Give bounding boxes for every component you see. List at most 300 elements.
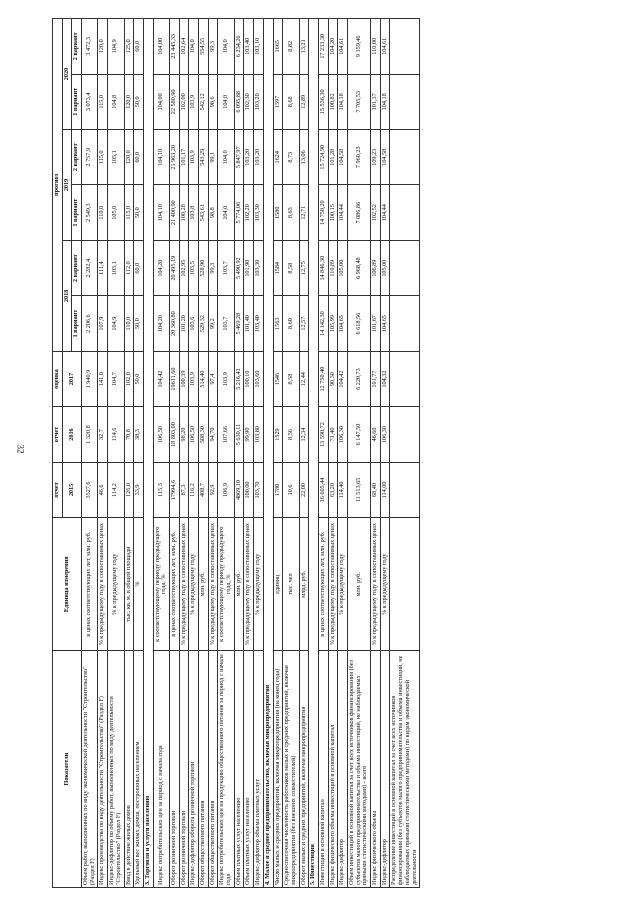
unit-cell: тыс. кв. м. в общей площади bbox=[124, 518, 134, 651]
value-cell bbox=[390, 462, 420, 517]
value-cell: 102,00 bbox=[179, 74, 189, 129]
value-cell: 104,20 bbox=[328, 19, 338, 75]
value-cell: 100,82 bbox=[328, 74, 338, 129]
value-cell: 12,34 bbox=[299, 407, 309, 462]
indicator-cell: Индекс потребительских цен за период с начала года bbox=[153, 651, 169, 888]
table-row bbox=[283, 19, 299, 888]
value-cell: 87,3 bbox=[179, 462, 189, 517]
value-cell: 104,0 bbox=[218, 130, 234, 185]
value-cell: 90,30 bbox=[328, 351, 338, 406]
header-forecast: прогноз bbox=[53, 19, 63, 352]
value-cell: 107,9 bbox=[98, 296, 108, 351]
unit-cell: к соответствующему периоду предыдущего года, % bbox=[153, 518, 169, 651]
forecast-table bbox=[52, 18, 420, 888]
unit-cell: % к предыдущему году bbox=[254, 518, 264, 651]
value-cell: 114,40 bbox=[338, 462, 348, 517]
value-cell: 102,52 bbox=[371, 185, 381, 240]
indicator-cell: Распределение инвестиций в основной капитал за счет всех источников финансирования (без субъектов малого предпринимательства и объема инвестиций, не наблюдаемых прямыми статистическими методами) по видам экономической деятельности bbox=[390, 651, 420, 888]
header-variant-1: 1 вариант bbox=[72, 185, 82, 240]
value-cell: 104,61 bbox=[380, 19, 390, 75]
value-cell: 18 803,00 bbox=[169, 407, 179, 462]
unit-cell: % bbox=[134, 518, 144, 651]
value-cell: 103,30 bbox=[254, 185, 264, 240]
section-title: 3. Торговля и услуги населению bbox=[143, 19, 153, 888]
indicator-cell: Индекс потребительских цен на продукцию общественного питания за период с начала года bbox=[218, 651, 234, 888]
value-cell: 103,7 bbox=[218, 240, 234, 295]
value-cell: 109,23 bbox=[371, 130, 381, 185]
value-cell: 1 320,8 bbox=[82, 407, 98, 462]
value-cell: 38,3 bbox=[134, 407, 144, 462]
value-cell: 110,89 bbox=[328, 240, 338, 295]
value-cell: 1624 bbox=[273, 130, 283, 185]
value-cell: 50,0 bbox=[134, 351, 144, 406]
value-cell: 101,90 bbox=[244, 240, 254, 295]
section-title: 5. Инвестиции bbox=[309, 19, 319, 888]
table-row bbox=[234, 19, 244, 888]
value-cell: 70,8 bbox=[124, 407, 134, 462]
value-cell: 104,58 bbox=[338, 130, 348, 185]
value-cell: 529,32 bbox=[199, 296, 209, 351]
value-cell: 103,40 bbox=[254, 296, 264, 351]
value-cell: 102,30 bbox=[244, 74, 254, 129]
value-cell: 103,20 bbox=[244, 130, 254, 185]
value-cell: 110,0 bbox=[124, 296, 134, 351]
value-cell: 63,20 bbox=[328, 462, 338, 517]
value-cell: 543,61 bbox=[199, 185, 209, 240]
value-cell bbox=[390, 407, 420, 462]
value-cell: 6 968,48 bbox=[348, 240, 371, 295]
unit-cell: % к предыдущему году в сопоставимых ценах bbox=[98, 518, 108, 651]
value-cell: 100,28 bbox=[179, 185, 189, 240]
value-cell: 2 757,9 bbox=[82, 130, 98, 185]
value-cell: 8,58 bbox=[283, 240, 299, 295]
rotated-page bbox=[52, 18, 622, 888]
value-cell: 115,0 bbox=[98, 74, 108, 129]
value-cell: 1665 bbox=[273, 19, 283, 75]
value-cell: 12,71 bbox=[299, 185, 309, 240]
value-cell: 2 206,6 bbox=[82, 296, 98, 351]
value-cell bbox=[390, 19, 420, 75]
value-cell: 141,0 bbox=[98, 351, 108, 406]
value-cell: 103,1 bbox=[108, 240, 124, 295]
value-cell: 8,82 bbox=[283, 19, 299, 75]
value-cell: 105,99 bbox=[328, 296, 338, 351]
unit-cell: % к предыдущему году в сопоставимых ценах bbox=[208, 518, 218, 651]
value-cell: 1780 bbox=[273, 462, 283, 517]
value-cell bbox=[390, 351, 420, 406]
value-cell: 6 147,50 bbox=[348, 407, 371, 462]
table-header bbox=[53, 19, 82, 888]
value-cell: 112,0 bbox=[124, 240, 134, 295]
section-row bbox=[309, 19, 319, 888]
value-cell: 60,0 bbox=[134, 240, 144, 295]
value-cell bbox=[390, 74, 420, 129]
value-cell: 6 095,88 bbox=[234, 74, 244, 129]
section-title: 4. Малое и среднее предпринимательство, включая микропредприятия bbox=[263, 19, 273, 888]
table-row bbox=[189, 19, 199, 888]
value-cell: 104,0 bbox=[218, 185, 234, 240]
value-cell: 103,9 bbox=[189, 130, 199, 185]
value-cell: 11 513,65 bbox=[348, 462, 371, 517]
value-cell: 13,06 bbox=[299, 130, 309, 185]
table-row bbox=[82, 19, 98, 888]
header-year: 2020 bbox=[62, 19, 72, 130]
unit-cell: млн. руб. bbox=[348, 518, 371, 651]
value-cell: 101,37 bbox=[371, 74, 381, 129]
unit-cell: в ценах соответствующих лет, млн. руб. bbox=[82, 518, 98, 651]
header-year: 2018 bbox=[62, 240, 72, 351]
value-cell bbox=[390, 130, 420, 185]
value-cell: 103,80 bbox=[254, 407, 264, 462]
value-cell: 104,32 bbox=[380, 351, 390, 406]
value-cell: 103,5 bbox=[189, 240, 199, 295]
indicator-cell: Объем платных услуг населению bbox=[244, 651, 254, 888]
header-estimate: оценка bbox=[53, 351, 63, 406]
value-cell: 100,15 bbox=[328, 185, 338, 240]
value-cell: 105,00 bbox=[380, 240, 390, 295]
indicator-cell: Оборот общественного питания bbox=[208, 651, 218, 888]
value-cell: 8,56 bbox=[283, 407, 299, 462]
value-cell: 102,64 bbox=[179, 19, 189, 75]
header-variant-2: 2 вариант bbox=[72, 19, 82, 75]
value-cell: 126,0 bbox=[124, 462, 134, 517]
indicator-cell: Объем работ, выполненных по виду экономической деятельности "Строительство" (Раздел F) bbox=[82, 651, 98, 888]
value-cell: 114,6 bbox=[108, 407, 124, 462]
value-cell: 14 846,30 bbox=[318, 240, 328, 295]
table-row bbox=[348, 19, 371, 888]
value-cell: 104,44 bbox=[380, 185, 390, 240]
unit-cell: % к предыдущему году bbox=[338, 518, 348, 651]
value-cell: 120,0 bbox=[124, 130, 134, 185]
value-cell: 106,89 bbox=[371, 240, 381, 295]
table-row bbox=[179, 19, 189, 888]
value-cell: 5 630,11 bbox=[234, 407, 244, 462]
value-cell: 5 774,06 bbox=[234, 185, 244, 240]
value-cell: 22 580,90 bbox=[169, 74, 179, 129]
value-cell: 5 469,28 bbox=[234, 296, 244, 351]
value-cell: 104,20 bbox=[153, 240, 169, 295]
indicator-cell: Объем инвестиций в основной капитал за счет всех источников финансирования (без субъектов малого предпринимательства и объема инвестиций, не наблюдаемых прямыми статистическими методами) - всего bbox=[348, 651, 371, 888]
value-cell: 33,9 bbox=[134, 462, 144, 517]
value-cell: 1546 bbox=[273, 351, 283, 406]
table-body bbox=[82, 19, 420, 888]
value-cell: 104,65 bbox=[380, 296, 390, 351]
value-cell: 104,9 bbox=[108, 296, 124, 351]
value-cell: 107,66 bbox=[218, 407, 234, 462]
value-cell: 15 724,90 bbox=[318, 130, 328, 185]
unit-cell: к соответствующему периоду предыдущего года, % bbox=[218, 518, 234, 651]
value-cell: 46,60 bbox=[371, 407, 381, 462]
value-cell: 92,9 bbox=[208, 462, 218, 517]
table-row bbox=[153, 19, 169, 888]
unit-cell: тыс. чел bbox=[283, 518, 299, 651]
unit-cell: % к предыдущему году bbox=[380, 518, 390, 651]
value-cell: 1584 bbox=[273, 240, 283, 295]
value-cell: 542,12 bbox=[199, 74, 209, 129]
indicator-cell: Индекс-дефлятор bbox=[338, 651, 348, 888]
table-container bbox=[52, 18, 622, 888]
value-cell: 104,8 bbox=[108, 74, 124, 129]
value-cell: 17994,6 bbox=[169, 462, 179, 517]
value-cell: 104,44 bbox=[338, 185, 348, 240]
value-cell: 115,0 bbox=[98, 130, 108, 185]
unit-cell: млн. руб. bbox=[234, 518, 244, 651]
value-cell: 104,00 bbox=[153, 19, 169, 75]
value-cell: 7 705,53 bbox=[348, 74, 371, 129]
table-row bbox=[134, 19, 144, 888]
value-cell: 94,70 bbox=[208, 407, 218, 462]
value-cell: 50,0 bbox=[134, 296, 144, 351]
value-cell: 3 472,3 bbox=[82, 19, 98, 75]
value-cell: 14 750,20 bbox=[318, 185, 328, 240]
value-cell: 104,18 bbox=[380, 74, 390, 129]
value-cell: 103,20 bbox=[254, 74, 264, 129]
indicator-cell: Оборот розничной торговли bbox=[179, 651, 189, 888]
value-cell bbox=[390, 296, 420, 351]
value-cell: 46,6 bbox=[98, 462, 108, 517]
indicator-cell: Индекс физического объема bbox=[371, 651, 381, 888]
value-cell: 1529 bbox=[273, 407, 283, 462]
value-cell: 528,90 bbox=[199, 240, 209, 295]
value-cell: 115,3 bbox=[153, 462, 169, 517]
value-cell: 60,0 bbox=[134, 19, 144, 75]
value-cell: 6 220,73 bbox=[348, 351, 371, 406]
value-cell: 106,9 bbox=[218, 462, 234, 517]
value-cell: 554,55 bbox=[199, 19, 209, 75]
indicator-cell: Среднесписочная численность работников малых и средних предприятий, включая микропредприятия (без внешних совместителей) bbox=[283, 651, 299, 888]
value-cell: 13 590,72 bbox=[318, 407, 328, 462]
value-cell: 103,9 bbox=[189, 351, 199, 406]
value-cell bbox=[390, 240, 420, 295]
value-cell: 98,8 bbox=[208, 185, 218, 240]
value-cell: 543,29 bbox=[199, 130, 209, 185]
unit-cell: единиц bbox=[273, 518, 283, 651]
value-cell: 116,2 bbox=[189, 462, 199, 517]
value-cell: 104,58 bbox=[380, 130, 390, 185]
value-cell: 23 445,33 bbox=[169, 19, 179, 75]
unit-cell: млрд. руб. bbox=[299, 518, 309, 651]
value-cell: 12,57 bbox=[299, 296, 309, 351]
unit-cell bbox=[390, 518, 420, 651]
value-cell: 114,2 bbox=[108, 462, 124, 517]
value-cell: 104,10 bbox=[153, 185, 169, 240]
value-cell: 101,17 bbox=[179, 130, 189, 185]
value-cell: 115,0 bbox=[124, 185, 134, 240]
value-cell: 104,00 bbox=[153, 74, 169, 129]
value-cell: 10,6 bbox=[283, 462, 299, 517]
indicator-cell: Оборот общественного питания bbox=[199, 651, 209, 888]
value-cell: 102,95 bbox=[179, 240, 189, 295]
indicator-cell: Индекс физического объема инвестиций в основной капитал bbox=[328, 651, 338, 888]
value-cell bbox=[390, 185, 420, 240]
header-unit: Единица измерения bbox=[53, 518, 82, 651]
value-cell: 20 360,80 bbox=[169, 296, 179, 351]
table-row bbox=[108, 19, 124, 888]
value-cell: 104,18 bbox=[338, 74, 348, 129]
indicator-cell: Индекс производства по виду деятельности "Строительство" (Раздел F) bbox=[98, 651, 108, 888]
value-cell: 104,10 bbox=[153, 130, 169, 185]
value-cell: 12,89 bbox=[299, 74, 309, 129]
table-row bbox=[98, 19, 108, 888]
value-cell: 50,0 bbox=[134, 74, 144, 129]
value-cell: 114,00 bbox=[380, 462, 390, 517]
value-cell: 14 142,30 bbox=[318, 296, 328, 351]
section-row bbox=[263, 19, 273, 888]
value-cell: 8,73 bbox=[283, 130, 299, 185]
table-row bbox=[299, 19, 309, 888]
value-cell: 1597 bbox=[273, 74, 283, 129]
value-cell: 104,42 bbox=[153, 351, 169, 406]
table-row bbox=[318, 19, 328, 888]
value-cell: 110,00 bbox=[371, 19, 381, 75]
value-cell: 99,90 bbox=[244, 407, 254, 462]
value-cell: 6 234,26 bbox=[234, 19, 244, 75]
value-cell: 408,7 bbox=[199, 462, 209, 517]
table-row bbox=[380, 19, 390, 888]
header-report: отчет bbox=[53, 407, 63, 462]
value-cell: 100,10 bbox=[244, 351, 254, 406]
value-cell: 7 960,23 bbox=[348, 130, 371, 185]
indicator-cell: Объем платных услуг населению bbox=[234, 651, 244, 888]
page-number: 32 bbox=[15, 444, 26, 454]
value-cell: 3527,6 bbox=[82, 462, 98, 517]
value-cell: 22,00 bbox=[299, 462, 309, 517]
value-cell: 6 618,56 bbox=[348, 296, 371, 351]
unit-cell: в ценах соответствующих лет, млн. руб. bbox=[169, 518, 179, 651]
table-row bbox=[338, 19, 348, 888]
value-cell: 103,9 bbox=[189, 74, 199, 129]
value-cell: 8,58 bbox=[283, 351, 299, 406]
table-row bbox=[328, 19, 338, 888]
value-cell: 103,8 bbox=[189, 185, 199, 240]
unit-cell: в ценах соответствующих лет, млн. руб. bbox=[318, 518, 328, 651]
value-cell: 106,30 bbox=[380, 407, 390, 462]
value-cell: 1563 bbox=[273, 296, 283, 351]
value-cell: 1 940,9 bbox=[82, 351, 98, 406]
value-cell: 103,70 bbox=[254, 462, 264, 517]
value-cell: 101,77 bbox=[371, 351, 381, 406]
unit-cell: % к предыдущему году bbox=[189, 518, 199, 651]
value-cell: 103,30 bbox=[254, 240, 264, 295]
value-cell: 102,20 bbox=[244, 185, 254, 240]
value-cell: 110,0 bbox=[98, 185, 108, 240]
value-cell: 103,10 bbox=[254, 19, 264, 75]
value-cell: 101,40 bbox=[244, 296, 254, 351]
header-indicator: Показатели bbox=[53, 651, 82, 888]
value-cell: 106,50 bbox=[189, 407, 199, 462]
value-cell: 104,20 bbox=[153, 296, 169, 351]
value-cell: 103,6 bbox=[189, 296, 199, 351]
value-cell: 7 086,86 bbox=[348, 185, 371, 240]
value-cell: 21 400,90 bbox=[169, 185, 179, 240]
value-cell: 104,61 bbox=[338, 19, 348, 75]
value-cell: 104,0 bbox=[218, 74, 234, 129]
value-cell: 97,4 bbox=[208, 351, 218, 406]
indicator-cell: Индекс-дефлятор объема платных услуг bbox=[254, 651, 264, 888]
value-cell: 3 073,4 bbox=[82, 74, 98, 129]
unit-cell: % к предыдущему году в сопоставимых ценах bbox=[371, 518, 381, 651]
value-cell: 5 490,92 bbox=[234, 240, 244, 295]
value-cell: 71,40 bbox=[328, 407, 338, 462]
table-row bbox=[124, 19, 134, 888]
value-cell: 106,50 bbox=[153, 407, 169, 462]
value-cell: 50,0 bbox=[134, 185, 144, 240]
value-cell: 106,30 bbox=[338, 407, 348, 462]
value-cell: 101,20 bbox=[179, 296, 189, 351]
unit-cell: % к предыдущему году в сопоставимых ценах bbox=[179, 518, 189, 651]
value-cell: 99,3 bbox=[208, 19, 218, 75]
table-row bbox=[169, 19, 179, 888]
value-cell: 1580 bbox=[273, 185, 283, 240]
value-cell: 60,0 bbox=[134, 130, 144, 185]
value-cell: 17 233,30 bbox=[318, 19, 328, 75]
indicator-cell: Удельный вес жилых домов, построенных населением bbox=[134, 651, 144, 888]
indicator-cell: Оборот розничной торговли bbox=[169, 651, 179, 888]
unit-cell: млн. руб. bbox=[199, 518, 209, 651]
indicator-cell: Инвестиции в основной капитал bbox=[318, 651, 328, 888]
value-cell: 105,0 bbox=[108, 185, 124, 240]
value-cell: 104,42 bbox=[338, 351, 348, 406]
unit-cell: % к предыдущему году bbox=[108, 518, 124, 651]
header-year: 2015 bbox=[62, 462, 81, 517]
value-cell: 104,0 bbox=[218, 19, 234, 75]
value-cell: 103,9 bbox=[218, 351, 234, 406]
value-cell: 2 282,4 bbox=[82, 240, 98, 295]
header-year: 2019 bbox=[62, 130, 72, 241]
value-cell: 103,40 bbox=[244, 19, 254, 75]
value-cell: 21 963,20 bbox=[169, 130, 179, 185]
value-cell: 104,9 bbox=[108, 19, 124, 75]
table-row bbox=[390, 19, 420, 888]
value-cell: 99,3 bbox=[208, 240, 218, 295]
value-cell: 98,20 bbox=[179, 407, 189, 462]
header-variant-2: 2 вариант bbox=[72, 240, 82, 295]
value-cell: 105,00 bbox=[338, 240, 348, 295]
value-cell: 120,0 bbox=[124, 74, 134, 129]
value-cell: 8,63 bbox=[283, 185, 299, 240]
indicator-cell: Индекс-дефлятор по объему работ, выполненных по виду деятельности "Строительство" (Раздел F) bbox=[108, 651, 124, 888]
indicator-cell: Ввод в действие жилых домов bbox=[124, 651, 134, 888]
value-cell: 16 605,44 bbox=[318, 462, 328, 517]
value-cell: 5 847,97 bbox=[234, 130, 244, 185]
value-cell: 99,2 bbox=[208, 296, 218, 351]
value-cell: 100,39 bbox=[179, 351, 189, 406]
indicator-cell: Число малых и средних предприятий, включая микропредприятия (на конец года) bbox=[273, 651, 283, 888]
indicator-cell: Индекс-дефлятор bbox=[380, 651, 390, 888]
value-cell: 32,7 bbox=[98, 407, 108, 462]
value-cell: 4869,10 bbox=[234, 462, 244, 517]
value-cell: 8,68 bbox=[283, 74, 299, 129]
value-cell: 125,0 bbox=[124, 19, 134, 75]
value-cell: 13,21 bbox=[299, 19, 309, 75]
value-cell: 19611,60 bbox=[169, 351, 179, 406]
value-cell: 12,44 bbox=[299, 351, 309, 406]
value-cell: 514,40 bbox=[199, 351, 209, 406]
value-cell: 103,60 bbox=[254, 351, 264, 406]
value-cell: 104,0 bbox=[189, 19, 199, 75]
table-row bbox=[273, 19, 283, 888]
section-row bbox=[143, 19, 153, 888]
value-cell: 68,40 bbox=[371, 462, 381, 517]
value-cell: 105,1 bbox=[108, 130, 124, 185]
unit-cell: % к предыдущему году в сопоставимых ценах bbox=[244, 518, 254, 651]
header-year: 2016 bbox=[62, 407, 81, 462]
table-row bbox=[199, 19, 209, 888]
value-cell: 15 536,30 bbox=[318, 74, 328, 129]
header-variant-2: 2 вариант bbox=[72, 130, 82, 185]
indicator-cell: Оборот малых и средних предприятий, включая микропредприятия bbox=[299, 651, 309, 888]
value-cell: 111,4 bbox=[98, 240, 108, 295]
